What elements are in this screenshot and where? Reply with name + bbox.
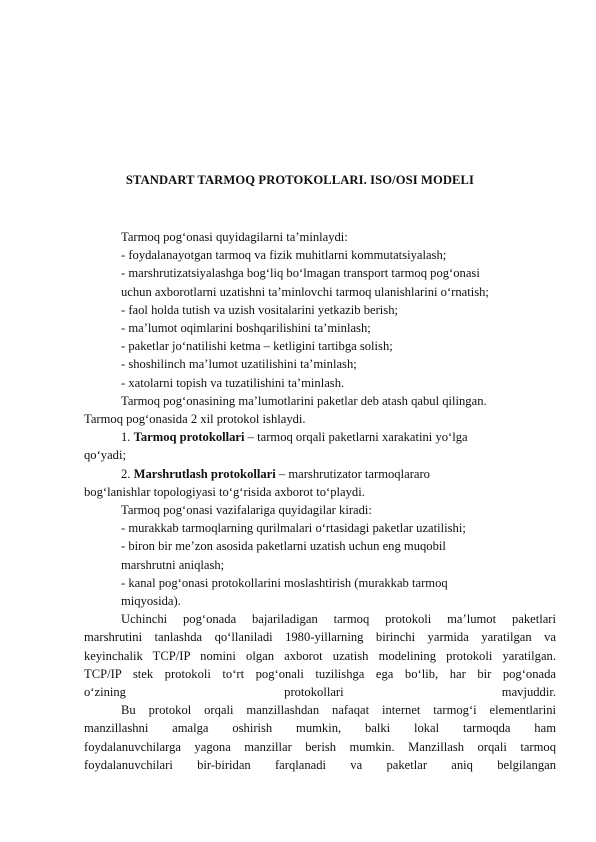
list-item: - faol holda tutish va uzish vositalarini yetkazib berish;	[121, 302, 398, 317]
paragraph-line: TCP/IP stek protokoli to‘rt pog‘onali tuzilishga ega bo‘lib, har bir pog‘onada	[84, 666, 556, 681]
list-item-continuation: miqyosida).	[121, 594, 181, 609]
list-item: - ma’lumot oqimlarini boshqarilishini ta’minlash;	[121, 321, 371, 336]
paragraph-line: Tarmoq pog‘onasi vazifalariga quyidagilar kiradi:	[121, 503, 372, 518]
paragraph-line: foydalanuvchilari bir-biridan farqlanadi va paketlar aniq belgilangan	[84, 757, 556, 772]
list-item: - marshrutizatsiyalashga bog‘liq bo‘lmagan transport tarmoq pog‘onasi	[121, 266, 480, 281]
document-body	[84, 228, 556, 774]
numbered-item	[84, 428, 556, 446]
paragraph-line: foydalanuvchilarga yagona manzillar berish mumkin. Manzillash orqali tarmoq	[84, 739, 556, 754]
paragraph-line: Bu protokol orqali manzillashdan nafaqat internet tarmog‘i elementlarini	[121, 703, 556, 718]
paragraph-line: Tarmoq pog‘onasida 2 xil protokol ishlaydi.	[84, 412, 306, 427]
numbered-item-text: – tarmoq orqali paketlarni xarakatini yo‘lga	[244, 430, 468, 445]
numbered-item-continuation: bog‘lanishlar topologiyasi to‘g‘risida axborot to‘playdi.	[84, 484, 365, 499]
paragraph-line: keyinchalik TCP/IP nomini olgan axborot uzatish modelining protokoli yaratilgan.	[84, 648, 556, 663]
list-item: - shoshilinch ma’lumot uzatilishini ta’minlash;	[121, 357, 357, 372]
numbered-item-term: Marshrutlash protokollari	[133, 466, 276, 481]
list-item-continuation: marshrutni aniqlash;	[121, 557, 225, 572]
paragraph-line: marshrutini tanlashda qo‘llaniladi 1980-yillarning birinchi yarmida yaratilgan va	[84, 630, 556, 645]
numbered-item-term: Tarmoq protokollari	[133, 430, 245, 445]
paragraph-line: o‘zining protokollari mavjuddir.	[84, 685, 556, 700]
numbered-item-number: 1.	[121, 430, 134, 445]
list-item: - biron bir me’zon asosida paketlarni uzatish uchun eng muqobil	[121, 539, 446, 554]
paragraph-line: Uchinchi pog‘onada bajariladigan tarmoq protokoli ma’lumot paketlari	[121, 612, 556, 627]
list-item: - foydalanayotgan tarmoq va fizik muhitlarni kommutatsiyalash;	[121, 248, 447, 263]
numbered-item	[84, 465, 556, 483]
list-item: - murakkab tarmoqlarning qurilmalari o‘rtasidagi paketlar uzatilishi;	[121, 521, 466, 536]
paragraph-line: Tarmoq pog‘onasining ma’lumotlarini paketlar deb atash qabul qilingan.	[121, 393, 487, 408]
paragraph-line: Tarmoq pog‘onasi quyidagilarni ta’minlaydi:	[121, 230, 348, 244]
document-title: STANDART TARMOQ PROTOKOLLARI. ISO/OSI MODELI	[125, 173, 475, 187]
list-item: - paketlar jo‘natilishi ketma – ketligini tartibga solish;	[121, 339, 393, 354]
paragraph-line: manzillashni amalga oshirish mumkin, balki lokal tarmoqda ham	[84, 721, 556, 736]
numbered-item-text: – marshrutizator tarmoqlararo	[275, 466, 430, 481]
list-item: - xatolarni topish va tuzatilishini ta’minlash.	[121, 375, 345, 390]
list-item: - kanal pog‘onasi protokollarini moslashtirish (murakkab tarmoq	[121, 575, 448, 590]
numbered-item-number: 2.	[121, 466, 134, 481]
numbered-item-continuation: qo‘yadi;	[84, 448, 126, 463]
list-item-continuation: uchun axborotlarni uzatishni ta’minlovchi tarmoq ulanishlarini o‘rnatish;	[121, 284, 489, 299]
